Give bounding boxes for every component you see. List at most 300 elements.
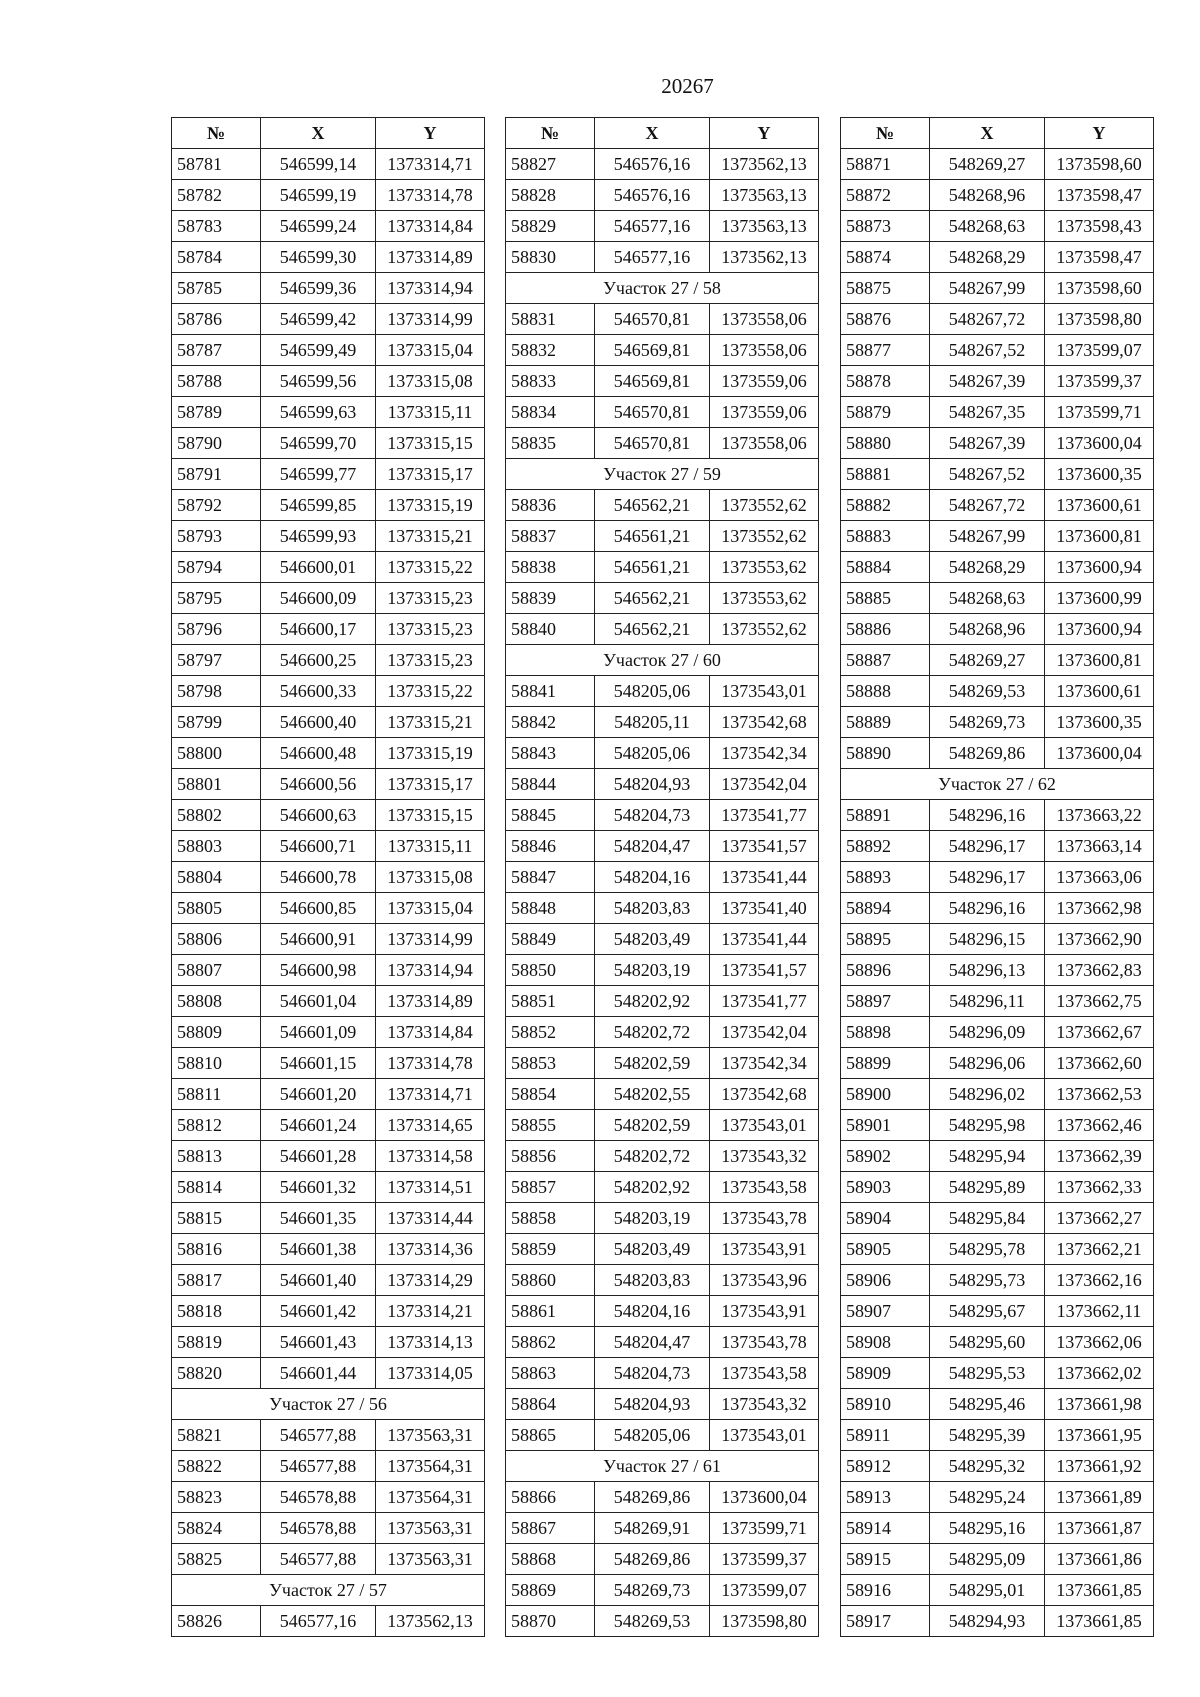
point-number-cell: 58834 — [506, 397, 595, 428]
x-coordinate-cell: 548295,89 — [930, 1172, 1045, 1203]
table-row — [172, 862, 485, 893]
point-number-cell: 58811 — [172, 1079, 261, 1110]
table-row — [506, 1017, 819, 1048]
table-row — [172, 1265, 485, 1296]
point-number-cell: 58808 — [172, 986, 261, 1017]
section-header-row — [172, 1389, 485, 1420]
point-number-cell: 58917 — [841, 1606, 930, 1637]
table-row — [172, 1234, 485, 1265]
table-row — [172, 428, 485, 459]
x-coordinate-cell: 548267,35 — [930, 397, 1045, 428]
y-coordinate-cell: 1373315,04 — [376, 893, 485, 924]
y-coordinate-cell: 1373542,68 — [710, 1079, 819, 1110]
x-coordinate-cell: 548268,29 — [930, 242, 1045, 273]
table-row — [841, 1606, 1154, 1637]
point-number-cell: 58826 — [172, 1606, 261, 1637]
x-coordinate-cell: 546578,88 — [261, 1482, 376, 1513]
y-coordinate-cell: 1373663,06 — [1045, 862, 1154, 893]
point-number-cell: 58796 — [172, 614, 261, 645]
point-number-cell: 58903 — [841, 1172, 930, 1203]
y-coordinate-cell: 1373314,99 — [376, 924, 485, 955]
y-coordinate-cell: 1373314,84 — [376, 211, 485, 242]
point-number-cell: 58843 — [506, 738, 595, 769]
table-row — [506, 1079, 819, 1110]
y-coordinate-cell: 1373315,23 — [376, 583, 485, 614]
point-number-cell: 58806 — [172, 924, 261, 955]
point-number-cell: 58913 — [841, 1482, 930, 1513]
x-coordinate-cell: 548296,15 — [930, 924, 1045, 955]
point-number-cell: 58797 — [172, 645, 261, 676]
x-coordinate-cell: 548295,98 — [930, 1110, 1045, 1141]
y-coordinate-cell: 1373599,37 — [710, 1544, 819, 1575]
y-coordinate-cell: 1373564,31 — [376, 1451, 485, 1482]
y-coordinate-cell: 1373563,31 — [376, 1420, 485, 1451]
table-row — [172, 180, 485, 211]
x-coordinate-cell: 548268,63 — [930, 211, 1045, 242]
table-row — [506, 1203, 819, 1234]
y-coordinate-cell: 1373559,06 — [710, 397, 819, 428]
section-header-row — [172, 1575, 485, 1606]
y-coordinate-cell: 1373541,57 — [710, 831, 819, 862]
table-row — [172, 552, 485, 583]
x-coordinate-cell: 546601,28 — [261, 1141, 376, 1172]
table-row — [172, 955, 485, 986]
table-row — [841, 1048, 1154, 1079]
y-coordinate-cell: 1373661,85 — [1045, 1606, 1154, 1637]
point-number-cell: 58904 — [841, 1203, 930, 1234]
table-body — [172, 149, 485, 1637]
point-number-cell: 58809 — [172, 1017, 261, 1048]
point-number-cell: 58790 — [172, 428, 261, 459]
point-number-cell: 58782 — [172, 180, 261, 211]
x-coordinate-cell: 548205,11 — [595, 707, 710, 738]
point-number-cell: 58907 — [841, 1296, 930, 1327]
point-number-cell: 58909 — [841, 1358, 930, 1389]
x-coordinate-cell: 548202,55 — [595, 1079, 710, 1110]
table-row — [841, 955, 1154, 986]
x-coordinate-cell: 546570,81 — [595, 428, 710, 459]
y-coordinate-cell: 1373662,33 — [1045, 1172, 1154, 1203]
y-coordinate-cell: 1373662,60 — [1045, 1048, 1154, 1079]
section-header-row — [506, 645, 819, 676]
table-row — [506, 1234, 819, 1265]
y-coordinate-cell: 1373598,80 — [1045, 304, 1154, 335]
table-row — [172, 242, 485, 273]
y-coordinate-cell: 1373553,62 — [710, 583, 819, 614]
point-number-cell: 58898 — [841, 1017, 930, 1048]
y-coordinate-cell: 1373558,06 — [710, 335, 819, 366]
y-coordinate-cell: 1373559,06 — [710, 366, 819, 397]
y-coordinate-cell: 1373543,78 — [710, 1203, 819, 1234]
point-number-cell: 58871 — [841, 149, 930, 180]
table-row — [841, 1451, 1154, 1482]
y-coordinate-cell: 1373661,95 — [1045, 1420, 1154, 1451]
section-header-row — [841, 769, 1154, 800]
point-number-cell: 58880 — [841, 428, 930, 459]
x-coordinate-cell: 548202,59 — [595, 1110, 710, 1141]
x-coordinate-cell: 548296,09 — [930, 1017, 1045, 1048]
y-coordinate-cell: 1373314,44 — [376, 1203, 485, 1234]
x-coordinate-cell: 546601,09 — [261, 1017, 376, 1048]
table-row — [841, 211, 1154, 242]
x-coordinate-cell: 548269,73 — [930, 707, 1045, 738]
y-coordinate-cell: 1373314,78 — [376, 1048, 485, 1079]
x-coordinate-cell: 546599,49 — [261, 335, 376, 366]
table-row — [506, 180, 819, 211]
y-coordinate-cell: 1373543,58 — [710, 1172, 819, 1203]
table-row — [172, 1544, 485, 1575]
x-coordinate-cell: 546601,04 — [261, 986, 376, 1017]
x-coordinate-cell: 548295,09 — [930, 1544, 1045, 1575]
point-number-cell: 58915 — [841, 1544, 930, 1575]
point-number-cell: 58883 — [841, 521, 930, 552]
y-coordinate-cell: 1373542,34 — [710, 1048, 819, 1079]
point-number-cell: 58851 — [506, 986, 595, 1017]
y-coordinate-cell: 1373600,35 — [1045, 707, 1154, 738]
x-coordinate-cell: 548205,06 — [595, 676, 710, 707]
table-row — [172, 645, 485, 676]
x-coordinate-cell: 546569,81 — [595, 335, 710, 366]
point-number-cell: 58894 — [841, 893, 930, 924]
table-row — [172, 614, 485, 645]
table-header-row — [172, 118, 485, 149]
y-coordinate-cell: 1373315,17 — [376, 769, 485, 800]
x-coordinate-cell: 548267,39 — [930, 366, 1045, 397]
x-coordinate-cell: 548296,06 — [930, 1048, 1045, 1079]
y-coordinate-cell: 1373662,53 — [1045, 1079, 1154, 1110]
point-number-cell: 58818 — [172, 1296, 261, 1327]
table-row — [841, 1482, 1154, 1513]
table-row — [841, 366, 1154, 397]
table-row — [841, 242, 1154, 273]
x-coordinate-cell: 546577,88 — [261, 1420, 376, 1451]
table-row — [506, 242, 819, 273]
x-coordinate-cell: 546601,43 — [261, 1327, 376, 1358]
x-coordinate-cell: 548269,27 — [930, 149, 1045, 180]
table-row — [841, 397, 1154, 428]
y-coordinate-cell: 1373315,21 — [376, 707, 485, 738]
y-coordinate-cell: 1373552,62 — [710, 614, 819, 645]
x-coordinate-cell: 546600,78 — [261, 862, 376, 893]
point-number-cell: 58832 — [506, 335, 595, 366]
y-coordinate-cell: 1373600,04 — [1045, 428, 1154, 459]
table-row — [841, 521, 1154, 552]
y-coordinate-cell: 1373552,62 — [710, 490, 819, 521]
x-coordinate-cell: 548202,72 — [595, 1141, 710, 1172]
point-number-cell: 58852 — [506, 1017, 595, 1048]
y-coordinate-cell: 1373661,92 — [1045, 1451, 1154, 1482]
table-row — [506, 366, 819, 397]
point-number-cell: 58876 — [841, 304, 930, 335]
point-number-cell: 58789 — [172, 397, 261, 428]
point-number-cell: 58891 — [841, 800, 930, 831]
point-number-cell: 58886 — [841, 614, 930, 645]
y-coordinate-cell: 1373543,01 — [710, 1110, 819, 1141]
section-header-row — [506, 1451, 819, 1482]
y-coordinate-cell: 1373600,94 — [1045, 552, 1154, 583]
column-header-x: X — [930, 118, 1045, 149]
x-coordinate-cell: 546600,85 — [261, 893, 376, 924]
point-number-cell: 58802 — [172, 800, 261, 831]
table-row — [506, 1606, 819, 1637]
x-coordinate-cell: 546577,16 — [261, 1606, 376, 1637]
y-coordinate-cell: 1373314,71 — [376, 1079, 485, 1110]
table-row — [841, 676, 1154, 707]
x-coordinate-cell: 548295,73 — [930, 1265, 1045, 1296]
x-coordinate-cell: 546600,09 — [261, 583, 376, 614]
y-coordinate-cell: 1373315,17 — [376, 459, 485, 490]
y-coordinate-cell: 1373663,22 — [1045, 800, 1154, 831]
x-coordinate-cell: 548204,73 — [595, 1358, 710, 1389]
point-number-cell: 58864 — [506, 1389, 595, 1420]
coordinates-table-1 — [171, 117, 485, 1637]
point-number-cell: 58815 — [172, 1203, 261, 1234]
point-number-cell: 58813 — [172, 1141, 261, 1172]
x-coordinate-cell: 546599,24 — [261, 211, 376, 242]
point-number-cell: 58853 — [506, 1048, 595, 1079]
point-number-cell: 58795 — [172, 583, 261, 614]
table-row — [841, 986, 1154, 1017]
y-coordinate-cell: 1373564,31 — [376, 1482, 485, 1513]
x-coordinate-cell: 548268,96 — [930, 614, 1045, 645]
x-coordinate-cell: 548267,39 — [930, 428, 1045, 459]
x-coordinate-cell: 548269,27 — [930, 645, 1045, 676]
point-number-cell: 58816 — [172, 1234, 261, 1265]
point-number-cell: 58810 — [172, 1048, 261, 1079]
y-coordinate-cell: 1373662,27 — [1045, 1203, 1154, 1234]
y-coordinate-cell: 1373598,80 — [710, 1606, 819, 1637]
x-coordinate-cell: 546600,01 — [261, 552, 376, 583]
x-coordinate-cell: 546600,17 — [261, 614, 376, 645]
table-row — [841, 583, 1154, 614]
point-number-cell: 58828 — [506, 180, 595, 211]
x-coordinate-cell: 548295,67 — [930, 1296, 1045, 1327]
x-coordinate-cell: 548295,94 — [930, 1141, 1045, 1172]
point-number-cell: 58863 — [506, 1358, 595, 1389]
x-coordinate-cell: 546599,77 — [261, 459, 376, 490]
table-row — [841, 893, 1154, 924]
table-row — [506, 614, 819, 645]
y-coordinate-cell: 1373598,47 — [1045, 242, 1154, 273]
table-row — [841, 304, 1154, 335]
table-row — [172, 1327, 485, 1358]
point-number-cell: 58874 — [841, 242, 930, 273]
y-coordinate-cell: 1373599,71 — [710, 1513, 819, 1544]
x-coordinate-cell: 548205,06 — [595, 738, 710, 769]
table-row — [841, 1389, 1154, 1420]
table-row — [841, 149, 1154, 180]
table-row — [841, 1110, 1154, 1141]
x-coordinate-cell: 548267,52 — [930, 335, 1045, 366]
table-row — [506, 738, 819, 769]
x-coordinate-cell: 548203,49 — [595, 1234, 710, 1265]
x-coordinate-cell: 548204,16 — [595, 862, 710, 893]
point-number-cell: 58805 — [172, 893, 261, 924]
table-row — [841, 552, 1154, 583]
point-number-cell: 58900 — [841, 1079, 930, 1110]
point-number-cell: 58899 — [841, 1048, 930, 1079]
table-row — [506, 1575, 819, 1606]
x-coordinate-cell: 546599,93 — [261, 521, 376, 552]
x-coordinate-cell: 546599,63 — [261, 397, 376, 428]
table-row — [172, 1048, 485, 1079]
y-coordinate-cell: 1373662,83 — [1045, 955, 1154, 986]
point-number-cell: 58840 — [506, 614, 595, 645]
table-row — [506, 862, 819, 893]
x-coordinate-cell: 548295,46 — [930, 1389, 1045, 1420]
x-coordinate-cell: 548295,39 — [930, 1420, 1045, 1451]
point-number-cell: 58856 — [506, 1141, 595, 1172]
point-number-cell: 58787 — [172, 335, 261, 366]
y-coordinate-cell: 1373662,02 — [1045, 1358, 1154, 1389]
y-coordinate-cell: 1373314,94 — [376, 955, 485, 986]
x-coordinate-cell: 548267,99 — [930, 273, 1045, 304]
table-row — [172, 1203, 485, 1234]
table-row — [506, 707, 819, 738]
point-number-cell: 58890 — [841, 738, 930, 769]
point-number-cell: 58791 — [172, 459, 261, 490]
table-row — [172, 986, 485, 1017]
x-coordinate-cell: 546577,16 — [595, 211, 710, 242]
point-number-cell: 58783 — [172, 211, 261, 242]
x-coordinate-cell: 548296,17 — [930, 862, 1045, 893]
x-coordinate-cell: 548296,11 — [930, 986, 1045, 1017]
point-number-cell: 58849 — [506, 924, 595, 955]
y-coordinate-cell: 1373541,57 — [710, 955, 819, 986]
point-number-cell: 58875 — [841, 273, 930, 304]
x-coordinate-cell: 548203,83 — [595, 893, 710, 924]
x-coordinate-cell: 548203,49 — [595, 924, 710, 955]
y-coordinate-cell: 1373315,15 — [376, 800, 485, 831]
y-coordinate-cell: 1373542,04 — [710, 1017, 819, 1048]
table-row — [172, 924, 485, 955]
x-coordinate-cell: 546599,14 — [261, 149, 376, 180]
y-coordinate-cell: 1373661,87 — [1045, 1513, 1154, 1544]
y-coordinate-cell: 1373314,29 — [376, 1265, 485, 1296]
table-row — [506, 335, 819, 366]
point-number-cell: 58841 — [506, 676, 595, 707]
point-number-cell: 58833 — [506, 366, 595, 397]
y-coordinate-cell: 1373599,37 — [1045, 366, 1154, 397]
y-coordinate-cell: 1373598,47 — [1045, 180, 1154, 211]
table-row — [506, 1389, 819, 1420]
x-coordinate-cell: 546599,19 — [261, 180, 376, 211]
x-coordinate-cell: 546570,81 — [595, 304, 710, 335]
page-number: 20267 — [661, 74, 714, 98]
table-row — [172, 521, 485, 552]
x-coordinate-cell: 546600,33 — [261, 676, 376, 707]
table-row — [506, 676, 819, 707]
x-coordinate-cell: 546599,30 — [261, 242, 376, 273]
y-coordinate-cell: 1373598,60 — [1045, 149, 1154, 180]
point-number-cell: 58878 — [841, 366, 930, 397]
table-row — [841, 490, 1154, 521]
table-row — [841, 1172, 1154, 1203]
table-row — [172, 459, 485, 490]
table-row — [172, 366, 485, 397]
x-coordinate-cell: 548268,96 — [930, 180, 1045, 211]
x-coordinate-cell: 548296,16 — [930, 800, 1045, 831]
table-row — [506, 893, 819, 924]
section-header-row — [506, 459, 819, 490]
table-body — [506, 149, 819, 1637]
table-row — [172, 1110, 485, 1141]
table-row — [506, 1296, 819, 1327]
point-number-cell: 58887 — [841, 645, 930, 676]
point-number-cell: 58896 — [841, 955, 930, 986]
point-number-cell: 58836 — [506, 490, 595, 521]
point-number-cell: 58877 — [841, 335, 930, 366]
table-row — [841, 1420, 1154, 1451]
x-coordinate-cell: 548296,02 — [930, 1079, 1045, 1110]
table-row — [172, 831, 485, 862]
x-coordinate-cell: 548268,29 — [930, 552, 1045, 583]
point-number-cell: 58857 — [506, 1172, 595, 1203]
x-coordinate-cell: 546601,40 — [261, 1265, 376, 1296]
x-coordinate-cell: 548204,16 — [595, 1296, 710, 1327]
column-header-number: № — [172, 118, 261, 149]
x-coordinate-cell: 546561,21 — [595, 552, 710, 583]
y-coordinate-cell: 1373543,32 — [710, 1141, 819, 1172]
point-number-cell: 58866 — [506, 1482, 595, 1513]
x-coordinate-cell: 548295,32 — [930, 1451, 1045, 1482]
point-number-cell: 58889 — [841, 707, 930, 738]
y-coordinate-cell: 1373600,35 — [1045, 459, 1154, 490]
y-coordinate-cell: 1373543,58 — [710, 1358, 819, 1389]
y-coordinate-cell: 1373542,04 — [710, 769, 819, 800]
table-row — [841, 273, 1154, 304]
x-coordinate-cell: 546599,70 — [261, 428, 376, 459]
y-coordinate-cell: 1373542,34 — [710, 738, 819, 769]
y-coordinate-cell: 1373558,06 — [710, 428, 819, 459]
x-coordinate-cell: 548203,83 — [595, 1265, 710, 1296]
table-row — [841, 1079, 1154, 1110]
point-number-cell: 58846 — [506, 831, 595, 862]
table-row — [172, 769, 485, 800]
y-coordinate-cell: 1373314,78 — [376, 180, 485, 211]
y-coordinate-cell: 1373558,06 — [710, 304, 819, 335]
y-coordinate-cell: 1373600,04 — [1045, 738, 1154, 769]
table-row — [841, 1203, 1154, 1234]
point-number-cell: 58819 — [172, 1327, 261, 1358]
table-row — [172, 1451, 485, 1482]
y-coordinate-cell: 1373563,31 — [376, 1544, 485, 1575]
y-coordinate-cell: 1373662,11 — [1045, 1296, 1154, 1327]
point-number-cell: 58888 — [841, 676, 930, 707]
x-coordinate-cell: 548294,93 — [930, 1606, 1045, 1637]
point-number-cell: 58873 — [841, 211, 930, 242]
y-coordinate-cell: 1373315,04 — [376, 335, 485, 366]
table-header-row — [506, 118, 819, 149]
y-coordinate-cell: 1373543,01 — [710, 1420, 819, 1451]
point-number-cell: 58825 — [172, 1544, 261, 1575]
y-coordinate-cell: 1373598,43 — [1045, 211, 1154, 242]
x-coordinate-cell: 548269,86 — [930, 738, 1045, 769]
y-coordinate-cell: 1373314,65 — [376, 1110, 485, 1141]
x-coordinate-cell: 548202,72 — [595, 1017, 710, 1048]
table-row — [506, 149, 819, 180]
y-coordinate-cell: 1373314,36 — [376, 1234, 485, 1265]
column-header-x: X — [595, 118, 710, 149]
y-coordinate-cell: 1373600,81 — [1045, 521, 1154, 552]
table-row — [841, 614, 1154, 645]
y-coordinate-cell: 1373543,91 — [710, 1234, 819, 1265]
table-row — [172, 800, 485, 831]
y-coordinate-cell: 1373600,94 — [1045, 614, 1154, 645]
table-row — [841, 1234, 1154, 1265]
point-number-cell: 58786 — [172, 304, 261, 335]
table-row — [841, 738, 1154, 769]
